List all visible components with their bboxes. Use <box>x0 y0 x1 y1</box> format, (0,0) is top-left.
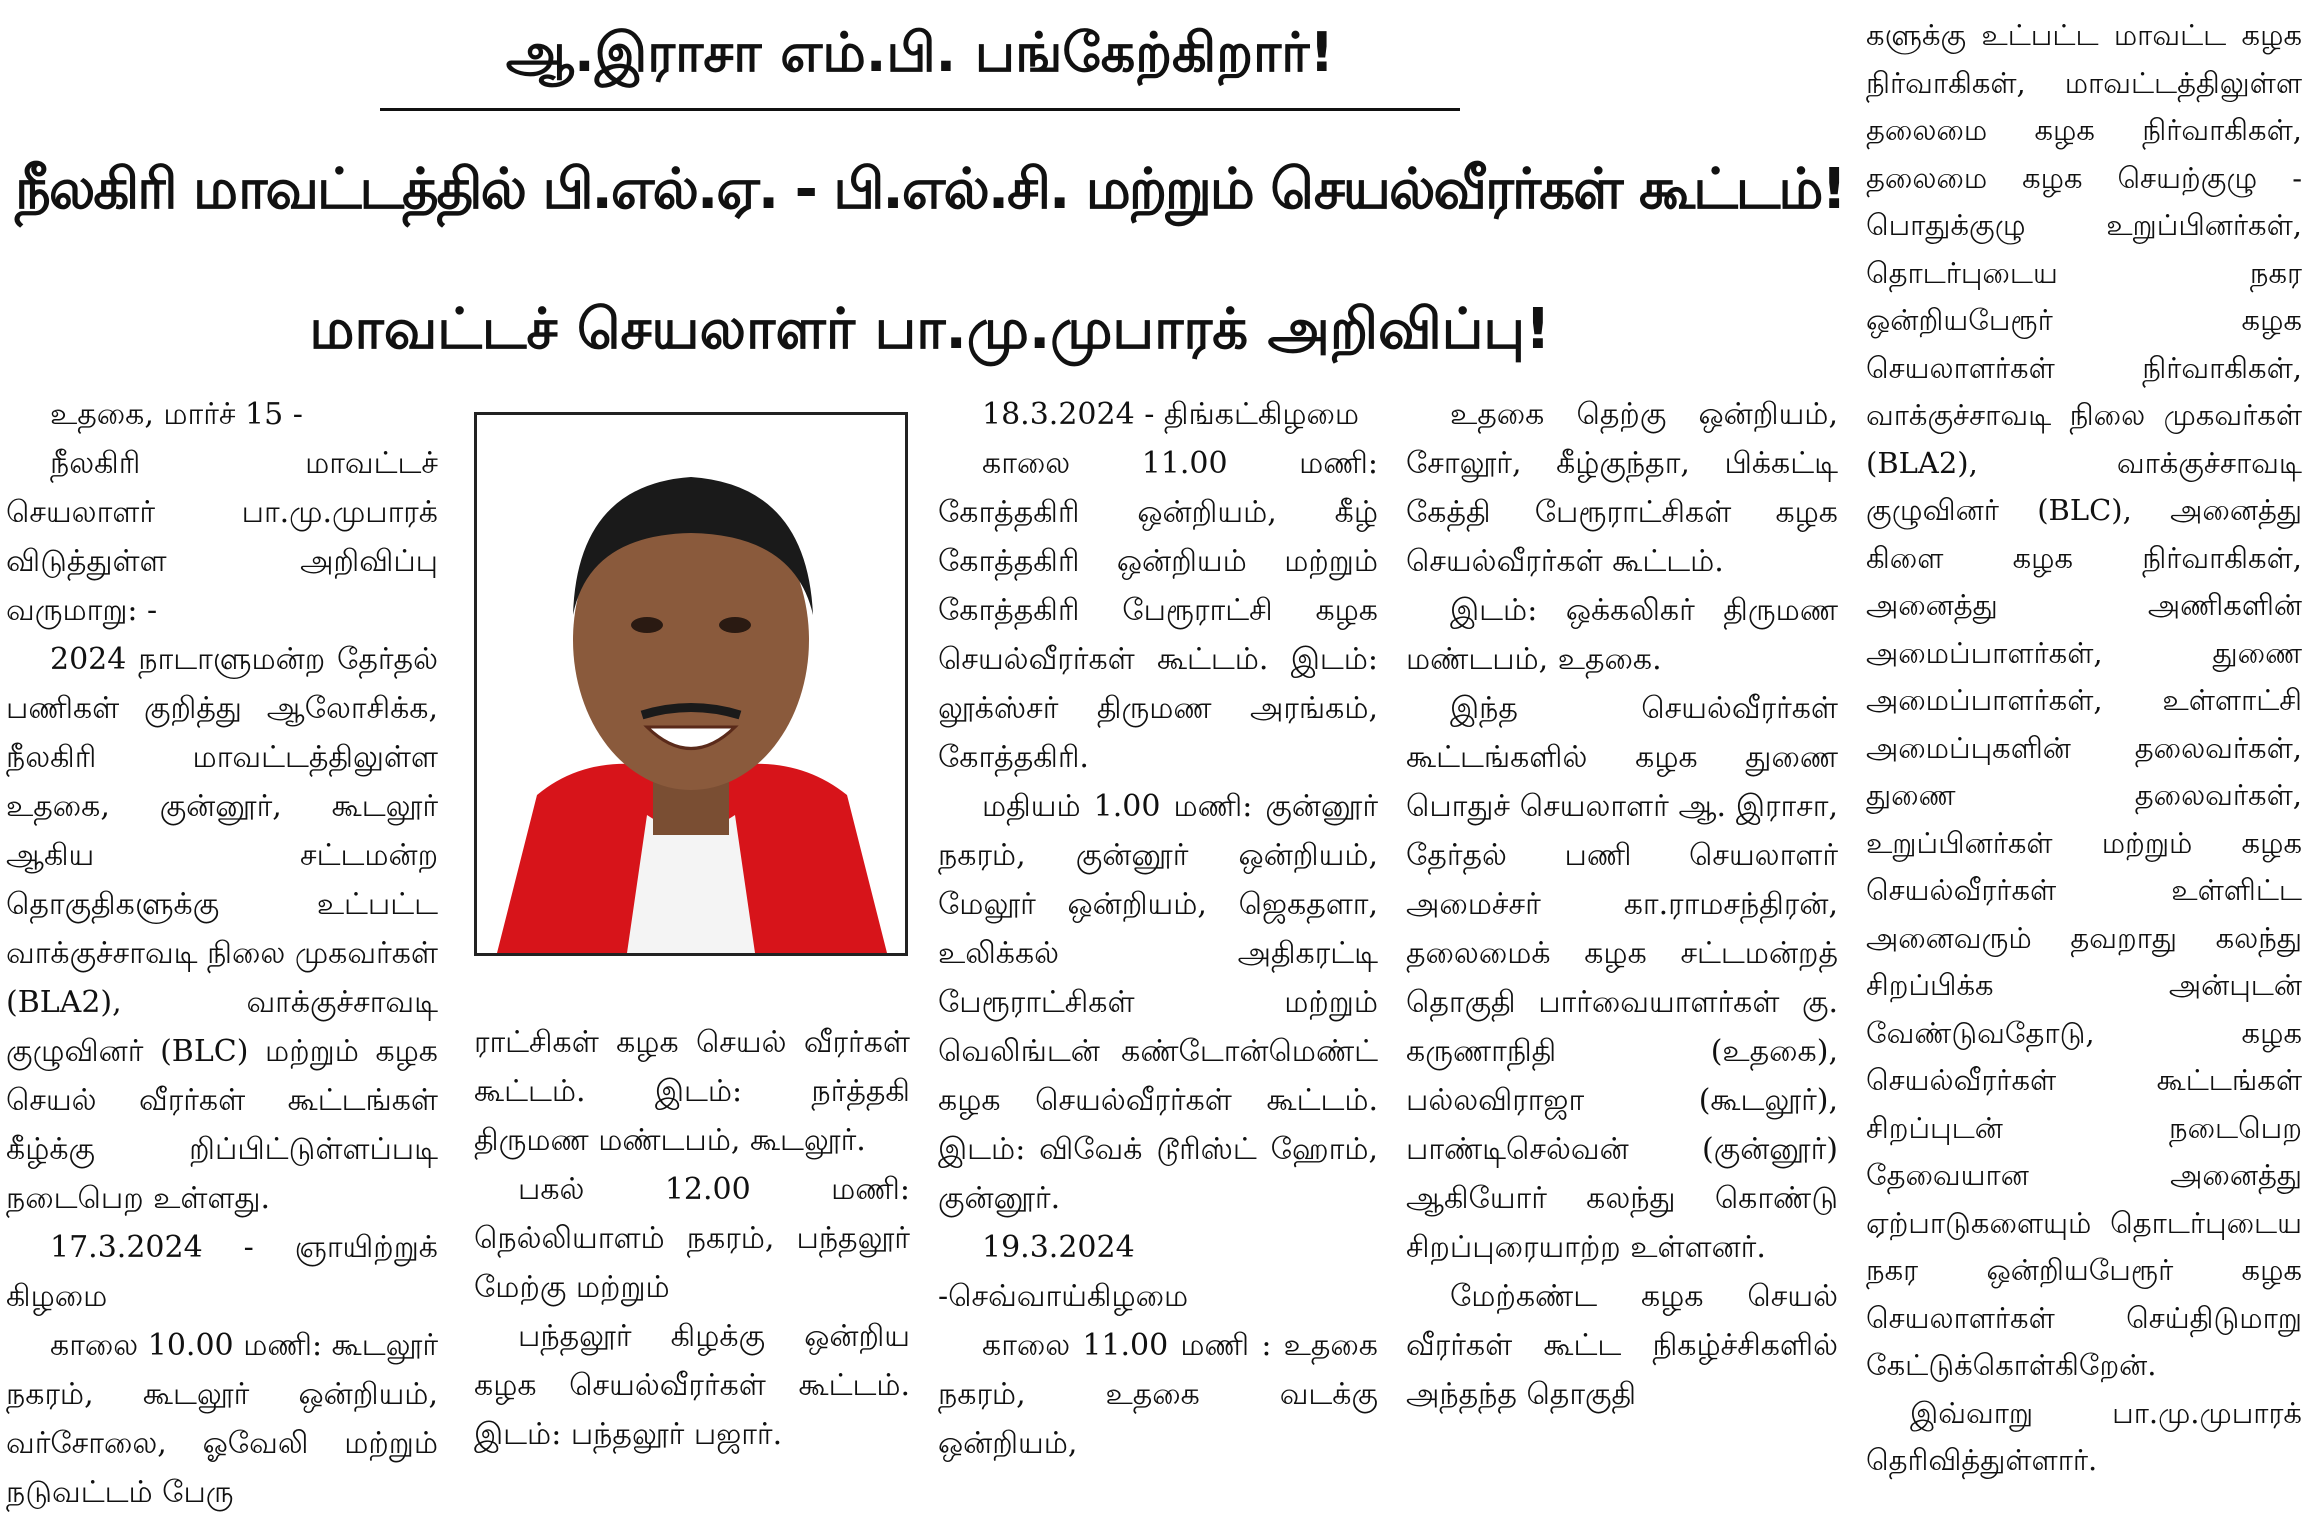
article-column-4 <box>1406 390 1838 1419</box>
paragraph: காலை 11.00 மணி: கோத்தகிரி ஒன்றியம், கீழ் கோத்தகிரி ஒன்றியம் மற்றும் கோத்தகிரி பேரூராட்சி கழக செயல்வீரர்கள் கூட்டம். இடம்: லூக்ஸ்சர் திருமண அரங்கம், கோத்தகிரி. <box>938 446 1378 775</box>
article-column-3 <box>938 390 1378 1468</box>
kicker-divider <box>380 108 1460 111</box>
portrait-photo <box>474 412 908 956</box>
venue-line: இடம்: ஒக்கலிகர் திருமண மண்டபம், உதகை. <box>1406 593 1838 677</box>
left-eye <box>631 617 663 633</box>
article-column-1 <box>6 390 438 1517</box>
sub-headline: மாவட்டச் செயலாளர் பா.மு.முபாரக் அறிவிப்பு! <box>309 297 1551 362</box>
schedule-date: 17.3.2024 - ஞாயிற்றுக் கிழமை <box>6 1230 438 1314</box>
portrait-photo-icon <box>477 415 905 953</box>
schedule-date: 19.3.2024 -செவ்வாய்கிழமை <box>938 1230 1189 1314</box>
right-eye <box>719 617 751 633</box>
paragraph: காலை 10.00 மணி: கூடலூர் நகரம், கூடலூர் ஒன்றியம், வர்சோலை, ஓவேலி மற்றும் நடுவட்டம் பேரு <box>6 1328 438 1510</box>
article-column-5 <box>1866 12 2302 1485</box>
paragraph: மதியம் 1.00 மணி: குன்னூர் நகரம், குன்னூர் ஒன்றியம், மேலூர் ஒன்றியம், ஜெகதளா, உலிக்கல் அதிகரட்டி பேரூராட்சிகள் மற்றும் வெலிங்டன் கண்டோன்மெண்ட் கழக செயல்வீரர்கள் கூட்டம். இடம்: விவேக் டூரிஸ்ட் ஹோம், குன்னூர். <box>938 789 1378 1216</box>
paragraph: களுக்கு உட்பட்ட மாவட்ட கழக நிர்வாகிகள், மாவட்டத்திலுள்ள தலைமை கழக நிர்வாகிகள், தலைமை கழக செயற்குழு - பொதுக்குழு உறுப்பினர்கள், தொடர்புடைய நகர ஒன்றியபேரூர் கழக செயலாளர்கள் நிர்வாகிகள், வாக்குச்சாவடி நிலை முகவர்கள் (BLA2), வாக்குச்சாவடி குழுவினர் (BLC), அனைத்து கிளை கழக நிர்வாகிகள், அனைத்து அணிகளின் அமைப்பாளர்கள், துணை அமைப்பாளர்கள், உள்ளாட்சி அமைப்புகளின் தலைவர்கள், துணை தலைவர்கள், உறுப்பினர்கள் மற்றும் கழக செயல்வீரர்கள் உள்ளிட்ட அனைவரும் தவறாது கலந்து சிறப்பிக்க அன்புடன் வேண்டுவதோடு, கழக செயல்வீரர்கள் கூட்டங்கள் சிறப்புடன் நடைபெற தேவையான அனைத்து ஏற்பாடுகளையும் தொடர்புடைய நகர ஒன்றியபேரூர் கழக செயலாளர்கள் செய்திடுமாறு கேட்டுக்கொள்கிறேன். <box>1866 18 2302 1382</box>
paragraph: ராட்சிகள் கழக செயல் வீரர்கள் கூட்டம். இடம்: நர்த்தகி திருமண மண்டபம், கூடலூர். <box>474 1025 910 1158</box>
paragraph: மேற்கண்ட கழக செயல் வீரர்கள் கூட்ட நிகழ்ச்சிகளில் அந்தந்த தொகுதி <box>1406 1279 1838 1412</box>
schedule-date: 18.3.2024 - திங்கட்கிழமை <box>982 397 1360 432</box>
kicker-headline: ஆ.இராசா எம்.பி. பங்கேற்கிறார்! <box>505 21 1335 84</box>
paragraph: இந்த செயல்வீரர்கள் கூட்டங்களில் கழக துணை பொதுச் செயலாளர் ஆ. இராசா, தேர்தல் பணி செயலாளர் அமைச்சர் கா.ராமசந்திரன், தலைமைக் கழக சட்டமன்றத் தொகுதி பார்வையாளர்கள் கு. கருணாநிதி (உதகை), பல்லவிராஜா (கூடலூர்), பாண்டிசெல்வன் (குன்னூர்) ஆகியோர் கலந்து கொண்டு சிறப்புரையாற்ற உள்ளனர். <box>1406 691 1838 1265</box>
closing-line: இவ்வாறு பா.மு.முபாரக் தெரிவித்துள்ளார். <box>1866 1395 2302 1477</box>
paragraph: நீலகிரி மாவட்டச் செயலாளர் பா.மு.முபாரக் விடுத்துள்ள அறிவிப்பு வருமாறு: - <box>6 446 438 628</box>
paragraph: காலை 11.00 மணி : உதகை நகரம், உதகை வடக்கு ஒன்றியம், <box>938 1328 1378 1461</box>
paragraph: பகல் 12.00 மணி: நெல்லியாளம் நகரம், பந்தலூர் மேற்கு மற்றும் <box>474 1172 910 1305</box>
main-headline: நீலகிரி மாவட்டத்தில் பி.எல்.ஏ. - பி.எல்.சி. மற்றும் செயல்வீரர்கள் கூட்டம்! <box>15 157 1845 222</box>
article-column-2 <box>474 1018 910 1459</box>
white-shirt <box>627 815 755 953</box>
paragraph: உதகை தெற்கு ஒன்றியம், சோலூர், கீழ்குந்தா, பிக்கட்டி கேத்தி பேரூராட்சிகள் கழக செயல்வீரர்கள் கூட்டம். <box>1406 397 1838 579</box>
dateline: உதகை, மார்ச் 15 - <box>50 397 303 432</box>
paragraph: பந்தலூர் கிழக்கு ஒன்றிய கழக செயல்வீரர்கள் கூட்டம். இடம்: பந்தலூர் பஜார். <box>474 1319 910 1452</box>
paragraph: 2024 நாடாளுமன்ற தேர்தல் பணிகள் குறித்து ஆலோசிக்க, நீலகிரி மாவட்டத்திலுள்ள உதகை, குன்னூர், கூடலூர் ஆகிய சட்டமன்ற தொகுதிகளுக்கு உட்பட்ட வாக்குச்சாவடி நிலை முகவர்கள் (BLA2), வாக்குச்சாவடி குழுவினர் (BLC) மற்றும் கழக செயல் வீரர்கள் கூட்டங்கள் கீழ்க்கு றிப்பிட்டுள்ளப்படி நடைபெற உள்ளது. <box>6 642 438 1216</box>
